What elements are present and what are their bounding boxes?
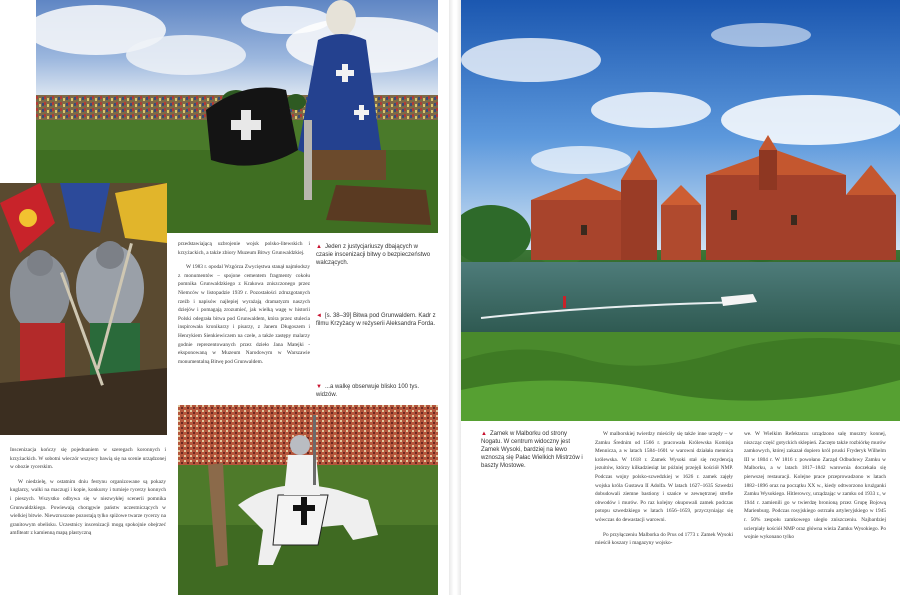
photo-battle-scene [0,183,167,435]
text-column-upper [178,240,310,372]
photo-mounted-knight [178,405,438,595]
page-gutter [449,0,461,595]
caption-marker-icon: ◄ [316,313,322,319]
paragraph: W niedzielę, w ostatnim dniu festynu organizowane są pokazy kuglarzy, walki na maczugi i kopie, konkursy i turnieje rycerzy konnych i pieszych. Wszystko odbywa się w niezwykłej scenerii pomnika Grunwaldzkiego. Powiewają chorągwie państw uczestniczących w wielkiej bitwie. Niewzruszone pozostają tylko spiżowe twarze rycerzy na granitowym obelisku. Uczestnicy inscenizacji mogą spokojnie obejrzeć amfiteatr z kamienną mapą plastyczną [10,478,166,537]
paragraph: W 1983 r. opodal Wzgórza Zwycięstwa stanął najmłodszy z monumentów – spojone cementem fragmenty cokołu pomnika Grunwaldzkiego z Krakowa zniszczonego przez Niemców w listopadzie 1939 r. Pozostałości zdruzgotanych rzeźb i napisów najlepiej wyrażają dramatyzm naszych dziejów i pomagają zrozumieć, jak wielką wagę w historii Polski odegrała bitwa pod Grunwaldem, która przez stulecia inspirowała kronikarzy i pisarzy, z Janem Długoszem i Henrykiem Sienkiewiczem na czele, a także zastępy malarzy godnie reprezentowanych przez dzieło Jana Matejki - eksponowaną w Muzeum Narodowym w Warszawie monumentalną Bitwę pod Grunwaldem. [178,264,310,365]
paragraph: przedstawiającą uzbrojenie wojsk polsko-litewskich i krzyżackich, a także zbiory Muzeum Bitwy Grunwaldzkiej. [178,241,310,256]
left-page [0,0,449,595]
paragraph: W malborskiej twierdzy mieściły się także inne urzędy – w Zamku Średnim od 1566 r. pracowała Królewska Komisja Mennicza, a w latach 1584–1601 w warowni działała mennica królewska. W 1618 r. Zamek Wysoki stał się rezydencją jezuitów, którzy kilkadziesiąt lat później przejęli kościół NMP. Podczas wojny polsko-szwedzkiej w 1626 r. zamek zajęły wojska króla Gustawa II Adolfa. W latach 1627–1635 Szwedzi dobudowali ziemne bastiony i szańce w zewnętrznej strefie obwodów i murów. Po raz kolejny okupowali zamek podczas potopu szwedzkiego w latach 1656–1659, przyczyniając się wówczas do dewastacji warowni. [595,431,733,523]
right-page [461,0,900,595]
text-column-1 [595,430,733,554]
caption-marker-icon: ▲ [316,244,322,250]
caption-text: [s. 38–39] Bitwa pod Grunwaldem. Kadr z filmu Krzyżacy w reżyserii Aleksandra Forda. [316,313,436,327]
photo-malbork-castle [461,0,900,421]
battle-scene-illustration [0,183,167,435]
paragraph: Inscenizacja kończy się pojednaniem w szeregach koronnych i krzyżackich. W sobotni wieczór wszyscy bawią się na scenie urządzonej w obozie rycerskim. [10,447,166,471]
caption-marker-icon: ▼ [316,384,322,390]
caption-spectators [316,383,436,399]
caption-text: ...a walkę obserwuje blisko 100 tys. widzów. [316,384,419,398]
paragraph: Po przyłączeniu Malborka do Prus od 1773 r. Zamek Wysoki mieścił koszary i magazyny wojsko- [595,531,733,547]
mounted-knight-illustration [178,405,438,595]
caption-malbork [481,430,586,470]
caption-film-still [316,312,436,328]
caption-justiciar [316,243,436,267]
caption-text: Jeden z justycjariuszy dbających w czasie inscenizacji bitwy o bezpieczeństwo walczących. [316,244,431,266]
caption-text: Zamek w Malborku od strony Nogatu. W centrum widoczny jest Zamek Wysoki, bardziej na lewo wznoszą się Pałac Wielkich Mistrzów i baszty Mostowe. [481,431,583,469]
caption-marker-icon: ▲ [481,431,487,437]
text-column-lower [10,446,166,544]
text-column-2 [744,430,886,548]
paragraph: we. W Wielkim Refektarzu urządzono salę musztry konnej, niszcząc część gotyckich sklepień. Zaczęto także rozbiórkę murów zamkowych, której zakazał dopiero król pruski Fryderyk Wilhelm III w 1804 r. W 1816 r. powołano Zarząd Odbudowy Zamku w Malborku, a w latach 1817–1842 warownia doczekała się pierwszej restauracji. Kolejne prace przeprowadzono w latach 1882–1896 oraz na początku XX w., kiedy odtworzono krużganki Zamku Wysokiego. Hitlerowcy, urządzając w zamku od 1933 r., w 1944 r. zamienili go w twierdzę bronioną przez Grupę Bojową Marienburg. Podczas rosyjskiego ostrzału artyleryjskiego w 1945 r. 50% zespołu zamkowego uległo zniszczeniu. Najbardziej ucierpiały kościół NMP oraz główna wieża Zamku Wysokiego. Po wojnie wykonano tylko [744,431,886,541]
malbork-castle-illustration [461,0,900,421]
